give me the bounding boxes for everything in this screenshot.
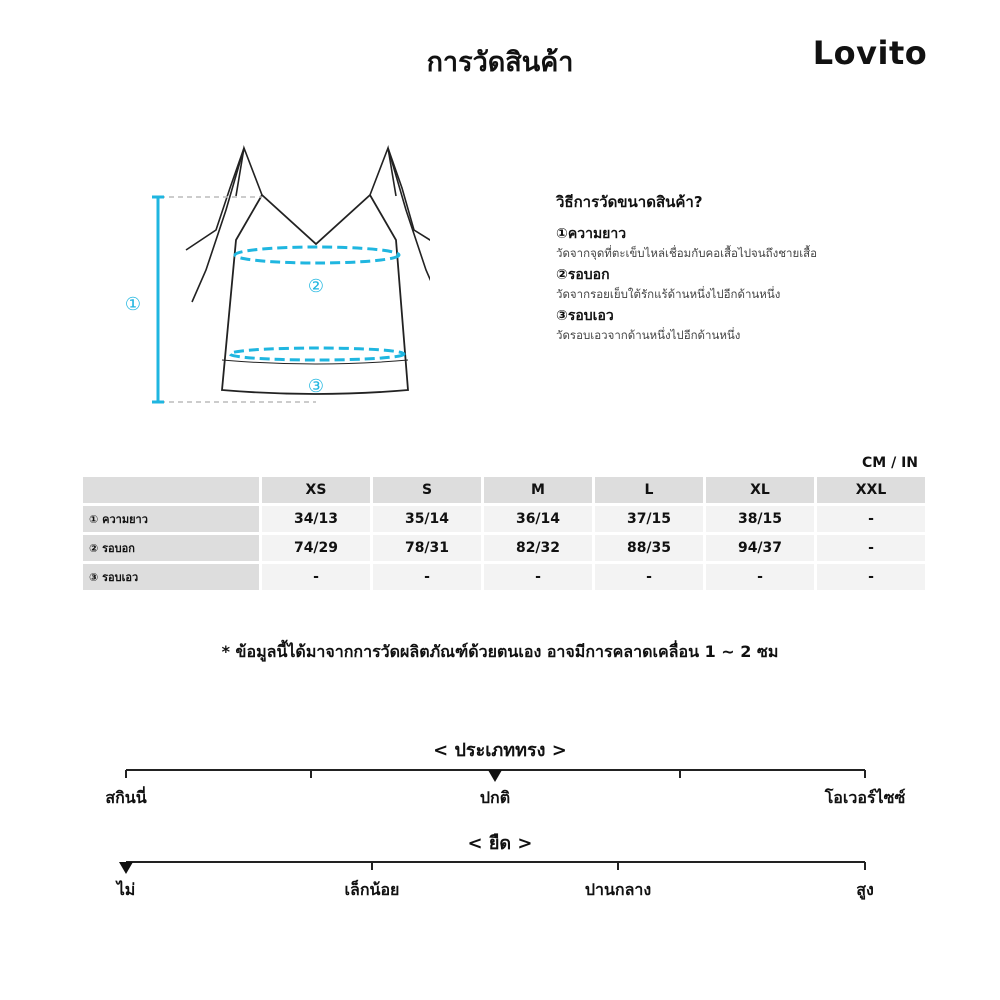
size-header-l: L <box>595 477 703 503</box>
fit-selected-marker-icon <box>488 770 502 782</box>
table-cell: 78/31 <box>373 535 481 561</box>
row-label-waist: ③ รอบเอว <box>83 564 259 590</box>
table-cell: - <box>817 564 925 590</box>
stretch-label-slight: เล็กน้อย <box>344 880 400 899</box>
table-cell: - <box>817 535 925 561</box>
table-cell: 36/14 <box>484 506 592 532</box>
guide-length-heading: ①ความยาว <box>556 226 627 242</box>
length-measure-line <box>152 197 164 402</box>
brand-logo: Lovito <box>812 34 928 72</box>
stretch-selected-marker-icon <box>119 862 133 874</box>
guide-bust-desc: วัดจากรอยเย็บใต้รักแร้ด้านหนึ่งไปอีกด้านหนึ่ง <box>556 287 781 301</box>
guide-waist-desc: วัดรอบเอวจากด้านหนึ่งไปอีกด้านหนึ่ง <box>556 328 741 342</box>
table-cell: - <box>484 564 592 590</box>
size-header-xl: XL <box>706 477 814 503</box>
table-cell: 37/15 <box>595 506 703 532</box>
waist-marker: ③ <box>307 376 325 397</box>
table-cell: - <box>706 564 814 590</box>
table-cell: 35/14 <box>373 506 481 532</box>
stretch-scale <box>110 852 880 882</box>
guide-bust-heading: ②รอบอก <box>556 267 610 283</box>
fit-label-skinny: สกินนี่ <box>105 788 147 807</box>
measurement-note: * ข้อมูลนี้ได้มาจากการวัดผลิตภัณฑ์ด้วยตนเอง อาจมีการคลาดเคลื่อน 1 ~ 2 ซม <box>221 642 779 661</box>
size-header-xs: XS <box>262 477 370 503</box>
table-cell: - <box>262 564 370 590</box>
fit-label-oversize: โอเวอร์ไซซ์ <box>824 788 906 807</box>
bust-marker: ② <box>307 276 325 297</box>
table-row <box>83 564 925 590</box>
size-header-s: S <box>373 477 481 503</box>
table-cell: 82/32 <box>484 535 592 561</box>
size-header-m: M <box>484 477 592 503</box>
table-cell: 88/35 <box>595 535 703 561</box>
size-header-xxl: XXL <box>817 477 925 503</box>
fit-label-regular: ปกติ <box>479 788 511 807</box>
fit-scale-title: < ประเภททรง > <box>433 740 567 761</box>
table-row <box>83 535 925 561</box>
table-cell: 34/13 <box>262 506 370 532</box>
page-title: การวัดสินค้า <box>426 47 574 78</box>
table-corner-cell <box>83 477 259 503</box>
stretch-label-none: ไม่ <box>116 880 136 899</box>
unit-label: CM / IN <box>862 455 918 471</box>
size-table <box>80 474 928 593</box>
garment-diagram <box>100 135 430 420</box>
row-label-bust: ② รอบอก <box>83 535 259 561</box>
table-cell: - <box>373 564 481 590</box>
stretch-label-high: สูง <box>856 880 874 899</box>
length-marker: ① <box>124 294 142 315</box>
table-cell: - <box>817 506 925 532</box>
measuring-guide <box>556 190 976 348</box>
table-header-row <box>83 477 925 503</box>
table-cell: 74/29 <box>262 535 370 561</box>
guide-length-desc: วัดจากจุดที่ตะเข็บไหล่เชื่อมกับคอเสื้อไปจนถึงชายเสื้อ <box>556 246 818 260</box>
guide-waist-heading: ③รอบเอว <box>556 308 614 324</box>
table-cell: 38/15 <box>706 506 814 532</box>
guide-title: วิธีการวัดขนาดสินค้า? <box>556 193 703 211</box>
table-cell: 94/37 <box>706 535 814 561</box>
stretch-label-medium: ปานกลาง <box>584 880 652 899</box>
stretch-scale-title: < ยืด > <box>467 833 533 854</box>
row-label-length: ① ความยาว <box>83 506 259 532</box>
table-cell: - <box>595 564 703 590</box>
table-row <box>83 506 925 532</box>
